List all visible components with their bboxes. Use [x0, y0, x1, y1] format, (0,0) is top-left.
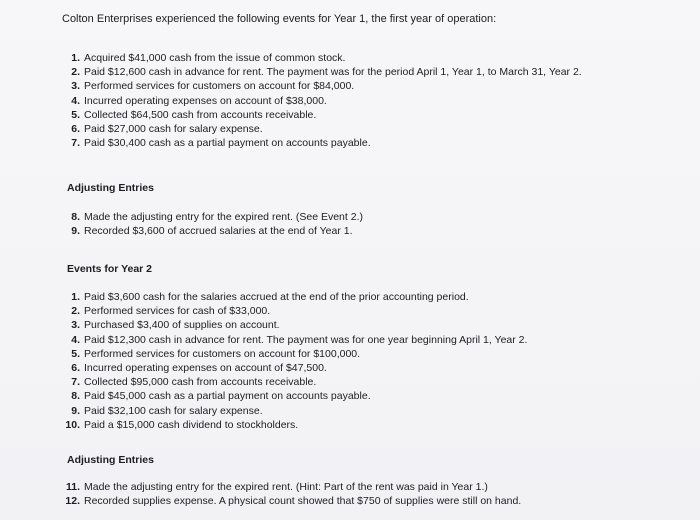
item-text: Performed services for customers on account for $100,000. — [84, 347, 361, 360]
item-text: Made the adjusting entry for the expired rent. (Hint: Part of the rent was paid in Year 1.) — [84, 481, 488, 493]
item-text: Incurred operating expenses on account of $38,000. — [84, 94, 327, 107]
item-number: 7. — [71, 137, 80, 150]
item-text: Paid $45,000 cash as a partial payment on accounts payable. — [84, 390, 371, 403]
item-text: Collected $64,500 cash from accounts receivable. — [84, 108, 317, 121]
list-item — [62, 347, 527, 361]
adjusting-entries-list-2 — [62, 480, 521, 508]
list-item — [62, 404, 527, 418]
list-item — [62, 290, 527, 304]
list-item — [62, 304, 527, 318]
item-text: Paid a $15,000 cash dividend to stockholders. — [84, 418, 299, 431]
adjusting-entries-heading-1: Adjusting Entries — [67, 182, 154, 194]
list-item — [62, 94, 582, 108]
list-item — [62, 375, 527, 389]
adjusting-entries-list-1 — [62, 210, 363, 238]
item-number: 4. — [71, 333, 80, 346]
list-item — [62, 51, 582, 65]
item-number: 2. — [71, 305, 80, 318]
item-text: Incurred operating expenses on account of $47,500. — [84, 362, 327, 375]
item-number: 8. — [71, 211, 80, 223]
item-text: Collected $95,000 cash from accounts receivable. — [84, 376, 317, 389]
item-text: Performed services for cash of $33,000. — [84, 305, 271, 318]
item-number: 1. — [71, 52, 80, 64]
item-number: 1. — [71, 291, 80, 303]
list-item — [62, 333, 527, 347]
item-text: Made the adjusting entry for the expired rent. (See Event 2.) — [84, 211, 363, 223]
list-item — [62, 480, 521, 494]
item-number: 3. — [71, 80, 80, 93]
item-number: 3. — [71, 319, 80, 332]
item-number: 5. — [71, 347, 80, 360]
item-text: Acquired $41,000 cash from the issue of common stock. — [84, 52, 346, 64]
intro-text: Colton Enterprises experienced the following events for Year 1, the first year of operation: — [62, 13, 497, 25]
item-number: 12. — [65, 495, 80, 507]
item-text: Paid $3,600 cash for the salaries accrued at the end of the prior accounting period. — [84, 291, 469, 303]
list-item — [62, 108, 582, 122]
list-item — [62, 65, 582, 79]
list-item — [62, 122, 582, 136]
item-text: Paid $27,000 cash for salary expense. — [84, 123, 263, 136]
item-number: 7. — [71, 376, 80, 389]
item-number: 4. — [71, 94, 80, 107]
item-number: 9. — [71, 225, 80, 238]
year1-events-list — [62, 51, 582, 150]
item-text: Paid $32,100 cash for salary expense. — [84, 404, 263, 417]
item-number: 11. — [65, 481, 80, 493]
item-number: 8. — [71, 390, 80, 403]
item-text: Paid $30,400 cash as a partial payment on accounts payable. — [84, 137, 371, 150]
list-item — [62, 418, 527, 432]
item-text: Paid $12,600 cash in advance for rent. The payment was for the period April 1, Year 1, to March 31, Year 2. — [84, 66, 582, 79]
year2-heading: Events for Year 2 — [67, 263, 153, 275]
item-number: 6. — [71, 123, 80, 136]
list-item — [62, 389, 527, 403]
item-text: Purchased $3,400 of supplies on account. — [84, 319, 280, 332]
list-item — [62, 318, 527, 332]
item-number: 9. — [71, 404, 80, 417]
list-item — [62, 210, 363, 224]
item-number: 10. — [65, 418, 80, 431]
item-number: 2. — [71, 66, 80, 79]
list-item — [62, 79, 582, 93]
list-item — [62, 136, 582, 150]
adjusting-entries-heading-2: Adjusting Entries — [67, 454, 154, 466]
item-text: Recorded supplies expense. A physical count showed that $750 of supplies were still on hand. — [84, 495, 522, 507]
list-item — [62, 224, 363, 238]
item-text: Paid $12,300 cash in advance for rent. The payment was for one year beginning April 1, Year 2. — [84, 333, 528, 346]
year2-events-list — [62, 290, 527, 432]
list-item — [62, 494, 521, 508]
list-item — [62, 361, 527, 375]
item-number: 6. — [71, 362, 80, 375]
item-text: Recorded $3,600 of accrued salaries at the end of Year 1. — [84, 225, 353, 238]
item-number: 5. — [71, 108, 80, 121]
item-text: Performed services for customers on account for $84,000. — [84, 80, 355, 93]
